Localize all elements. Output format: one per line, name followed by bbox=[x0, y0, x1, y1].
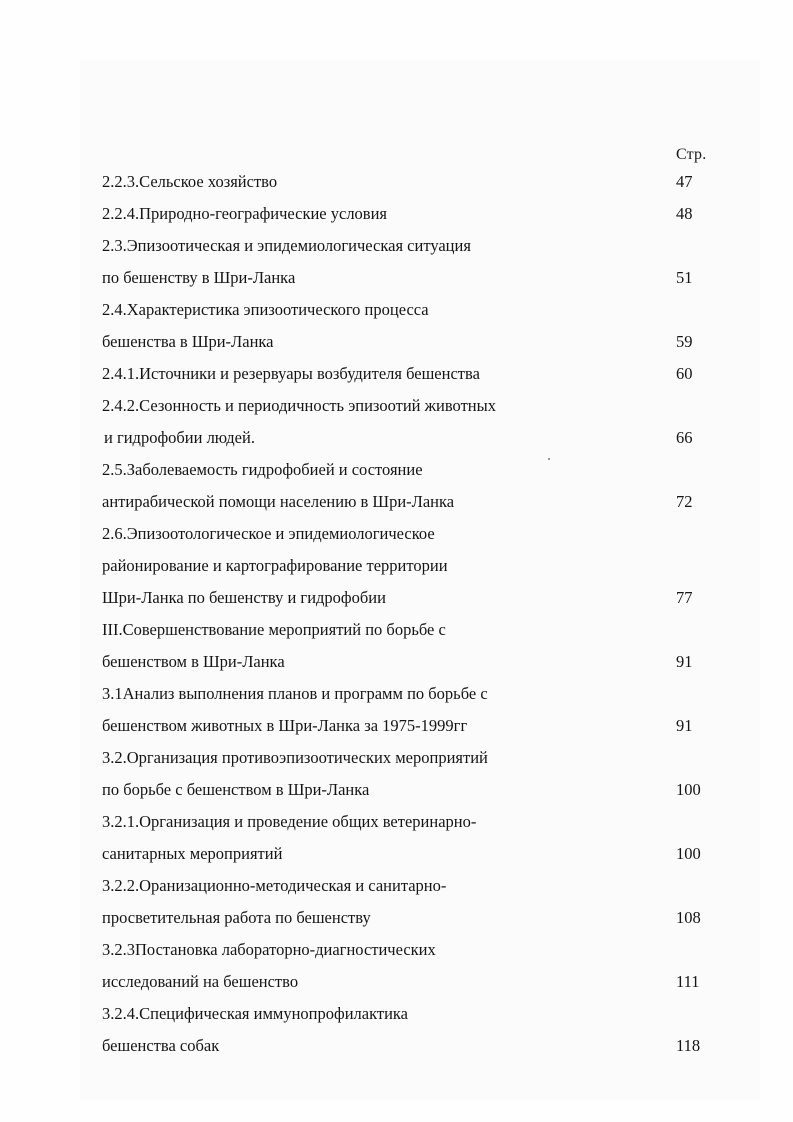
toc-entry-page-number: 111 bbox=[676, 972, 700, 991]
toc-entry-page-number: 66 bbox=[676, 428, 693, 447]
toc-entry-title: 2.5.Заболеваемость гидрофобией и состояние bbox=[102, 460, 423, 479]
toc-entry-page-number: 91 bbox=[676, 652, 693, 671]
toc-entry-title: 2.2.4.Природно-географические условия bbox=[102, 204, 388, 223]
toc-entry-page-number: 77 bbox=[676, 588, 693, 607]
toc-entry-title: просветительная работа по бешенству bbox=[102, 908, 371, 927]
toc-entry-title: 3.2.2.Оранизационно-методическая и санитарно- bbox=[102, 876, 447, 895]
toc-entry-title: бешенством в Шри-Ланка bbox=[102, 652, 285, 671]
toc-entry-title: 2.6.Эпизоотологическое и эпидемиологическое bbox=[102, 524, 435, 543]
toc-entry-title: районирование и картографирование территории bbox=[102, 556, 448, 575]
toc-entry-page-number: 100 bbox=[676, 780, 701, 799]
toc-entry-title: бешенства в Шри-Ланка bbox=[102, 332, 274, 351]
toc-entry-title: 3.2.4.Специфическая иммунопрофилактика bbox=[102, 1004, 409, 1023]
toc-entry-page-number: 48 bbox=[676, 204, 693, 223]
toc-entry-title: 3.1Анализ выполнения планов и программ по борьбе с bbox=[102, 684, 488, 703]
toc-entry-page-number: 91 bbox=[676, 716, 693, 735]
toc-entry-title: по борьбе с бешенством в Шри-Ланка bbox=[102, 780, 370, 799]
toc-entry-title: 2.4.2.Сезонность и периодичность эпизоотий животных bbox=[102, 396, 496, 415]
toc-entry-page-number: 60 bbox=[676, 364, 693, 383]
toc-entry-page-number: 100 bbox=[676, 844, 701, 863]
toc-entry-title: санитарных мероприятий bbox=[102, 844, 283, 863]
toc-entry-title: 3.2.1.Организация и проведение общих ветеринарно- bbox=[102, 812, 477, 831]
toc-entry-title: 2.2.3.Сельское хозяйство bbox=[102, 172, 278, 191]
toc-entry-page-number: 118 bbox=[676, 1036, 701, 1055]
toc-entry-title: 2.4.Характеристика эпизоотического процесса bbox=[102, 300, 429, 319]
toc-entry-title: исследований на бешенство bbox=[102, 972, 299, 991]
scan-speck bbox=[548, 458, 550, 460]
toc-entry-page-number: 72 bbox=[676, 492, 693, 511]
toc-entry-title: 3.2.Организация противоэпизоотических мероприятий bbox=[102, 748, 488, 767]
toc-entry-title: 3.2.3Постановка лабораторно-диагностических bbox=[102, 940, 436, 959]
page-column-header: Стр. bbox=[676, 146, 707, 163]
toc-entry-title: 2.4.1.Источники и резервуары возбудителя бешенства bbox=[102, 364, 480, 383]
toc-entry-page-number: 59 bbox=[676, 332, 693, 351]
toc-entry-title: Шри-Ланка по бешенству и гидрофобии bbox=[102, 588, 386, 607]
toc-entry-title: бешенства собак bbox=[102, 1036, 220, 1055]
toc-entry-title: III.Совершенствование мероприятий по борьбе с bbox=[102, 620, 446, 639]
toc-entry-page-number: 51 bbox=[676, 268, 693, 287]
toc-entry-title: бешенством животных в Шри-Ланка за 1975-1999гг bbox=[102, 716, 468, 735]
toc-entry-title: и гидрофобии людей. bbox=[104, 428, 255, 447]
toc-entry-title: по бешенству в Шри-Ланка bbox=[102, 268, 296, 287]
toc-entry-title: 2.3.Эпизоотическая и эпидемиологическая ситуация bbox=[102, 236, 471, 255]
toc-entry-title: антирабической помощи населению в Шри-Ланка bbox=[102, 492, 455, 511]
toc-entry-page-number: 47 bbox=[676, 172, 693, 191]
toc-entry-page-number: 108 bbox=[676, 908, 701, 927]
